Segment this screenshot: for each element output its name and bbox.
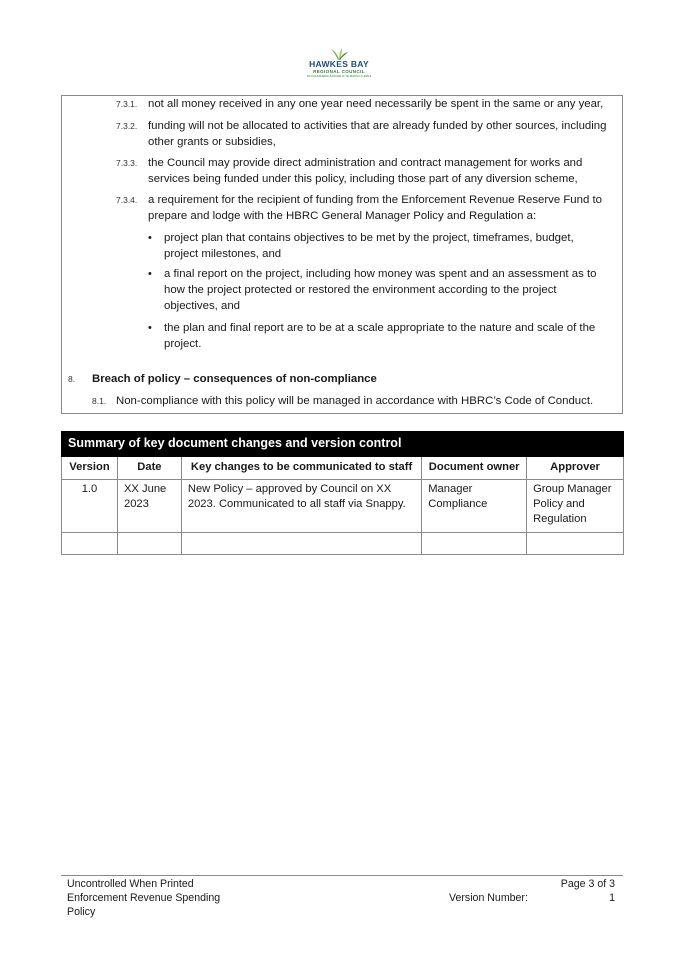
item-text: prepare and lodge with the HBRC General Manager Policy and Regulation a: <box>148 210 537 222</box>
empty-cell <box>527 533 624 555</box>
uncontrolled-note: Uncontrolled When Printed <box>67 878 194 890</box>
item-text: the Council may provide direct administration and contract management for works and <box>148 157 583 169</box>
owner-line: Manager <box>428 483 473 495</box>
hbrc-logo <box>300 48 378 90</box>
doc-title-line2: Policy <box>67 906 96 918</box>
section-number: 8. <box>68 374 76 384</box>
header-approver: Approver <box>527 457 624 480</box>
approver-line: Policy and <box>533 498 585 510</box>
table-header-row <box>62 457 624 480</box>
bullet-text: how the project protected or restored the environment according to the project <box>164 284 557 296</box>
logo-tagline: TE KAUNIHERA Ā-ROHE O TE MATAU-A-MĀUI <box>306 74 372 78</box>
item-number: 7.3.1. <box>116 99 138 109</box>
item-text: services being funded under this policy, including those part of any diversion scheme, <box>148 173 578 185</box>
empty-cell <box>117 533 181 555</box>
page-footer <box>61 875 623 918</box>
bullet-text: project. <box>164 338 202 350</box>
item-text: a requirement for the recipient of funding from the Enforcement Revenue Reserve Fund to <box>148 194 602 206</box>
section-heading: Breach of policy – consequences of non-compliance <box>92 373 377 385</box>
logo-sub: REGIONAL COUNCIL <box>313 69 365 74</box>
cell-date <box>117 480 181 533</box>
cell-owner <box>422 480 527 533</box>
item-number: 8.1. <box>92 396 107 406</box>
header-date: Date <box>117 457 181 480</box>
cell-changes <box>181 480 421 533</box>
bullet-text: project plan that contains objectives to be met by the project, timeframes, budget, <box>164 232 574 244</box>
item-text: not all money received in any one year need necessarily be spent in the same or any year, <box>148 98 604 110</box>
approver-line: Group Manager <box>533 483 612 495</box>
cell-version <box>62 480 118 533</box>
header-version: Version <box>62 457 118 480</box>
version-control-table <box>61 431 624 555</box>
bullet-dot: • <box>148 232 152 244</box>
bullet-dot: • <box>148 322 152 334</box>
bullet-text: the plan and final report are to be at a scale appropriate to the nature and scale of the <box>164 322 596 334</box>
cell-approver <box>527 480 624 533</box>
version-value: 1 <box>609 892 615 904</box>
table-title: Summary of key document changes and version control <box>62 432 624 457</box>
changes-line: New Policy – approved by Council on XX <box>187 483 392 495</box>
table-row <box>62 480 624 533</box>
owner-line: Compliance <box>428 498 488 510</box>
header-document-owner: Document owner <box>422 457 527 480</box>
version-value: 1.0 <box>81 483 98 495</box>
doc-title-line1: Enforcement Revenue Spending <box>67 892 221 904</box>
empty-cell <box>181 533 421 555</box>
approver-line: Regulation <box>533 513 587 525</box>
item-text: other grants or subsidies, <box>148 136 276 148</box>
bullet-text: a final report on the project, including how money was spent and an assessment as to <box>164 268 597 280</box>
item-number: 7.3.2. <box>116 121 138 131</box>
empty-cell <box>62 533 118 555</box>
table-row-empty <box>62 533 624 555</box>
bullet-text: objectives, and <box>164 300 240 312</box>
policy-text-box <box>61 95 623 414</box>
item-text: Non-compliance with this policy will be managed in accordance with HBRC’s Code of Conduct. <box>116 395 594 407</box>
table-title-row <box>62 432 624 457</box>
item-number: 7.3.4. <box>116 195 138 205</box>
page-number: Page 3 of 3 <box>560 878 615 890</box>
changes-line: 2023. Communicated to all staff via Snappy. <box>187 498 406 510</box>
empty-cell <box>422 533 527 555</box>
date-line: XX June <box>123 483 167 495</box>
logo-name: HAWKES BAY <box>309 59 369 69</box>
date-line: 2023 <box>123 498 149 510</box>
item-number: 7.3.3. <box>116 158 138 168</box>
version-label: Version Number: <box>449 892 528 904</box>
bullet-dot: • <box>148 268 152 280</box>
bullet-text: project milestones, and <box>164 248 282 260</box>
header-key-changes: Key changes to be communicated to staff <box>181 457 421 480</box>
item-text: funding will not be allocated to activities that are already funded by other sources, including <box>148 120 607 132</box>
